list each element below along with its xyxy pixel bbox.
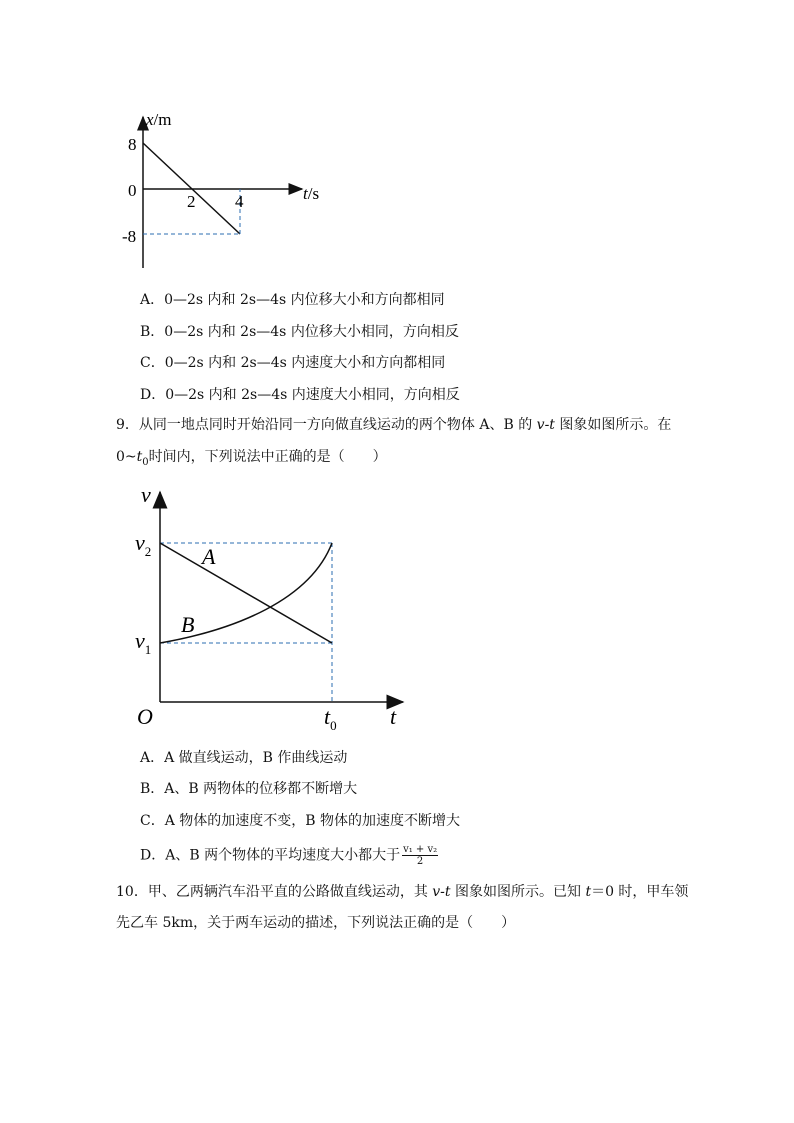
q9-option-c: C．A 物体的加速度不变，B 物体的加速度不断增大 xyxy=(140,813,461,829)
q8-option-c: C．0—2s 内和 2s—4s 内速度大小和方向都相同 xyxy=(140,355,446,371)
xt-tick-0: 0 xyxy=(128,181,137,200)
vt-v-label: v xyxy=(141,482,151,507)
q9-option-d: D．A、B 两个物体的平均速度大小都大于 $\frac{\text{v₁ + v₂}}{2}$ xyxy=(140,844,438,867)
vt-graph xyxy=(125,480,415,740)
vt-t0-label: $t_0$ xyxy=(324,704,337,733)
q9-option-b: B．A、B 两物体的位移都不断增大 xyxy=(140,781,358,797)
vt-origin-label: O xyxy=(137,704,153,729)
q9-option-a: A．A 做直线运动，B 作曲线运动 xyxy=(140,750,348,766)
xt-tick-2: 2 xyxy=(187,192,196,211)
vt-label-b: B xyxy=(181,612,195,637)
q8-option-b: B．0—2s 内和 2s—4s 内位移大小相同，方向相反 xyxy=(140,324,459,340)
fraction: $\frac{\text{v₁ + v₂}}{2}$ xyxy=(403,844,438,867)
vt-v2-label: $v_2$ xyxy=(135,530,152,559)
q10-stem-line2: 先乙车 5km，关于两车运动的描述，下列说法正确的是（ ） xyxy=(116,915,516,931)
xt-graph xyxy=(110,105,340,275)
q9-stem-line1: 9．从同一地点同时开始沿同一方向做直线运动的两个物体 A、B 的 v-t 图象如图所示。在 xyxy=(116,417,672,433)
xt-x-label: t/s xyxy=(303,184,320,203)
q8-option-a: A．0—2s 内和 2s—4s 内位移大小和方向都相同 xyxy=(140,292,445,308)
xt-y-label: x/m xyxy=(146,110,172,129)
q9-stem-line2: $0\sim t_0$时间内，下列说法中正确的是（ ） xyxy=(116,449,387,468)
xt-tick-4: 4 xyxy=(235,192,244,211)
q8-option-d: D．0—2s 内和 2s—4s 内速度大小相同，方向相反 xyxy=(140,387,460,403)
q10-stem-line1: 10．甲、乙两辆汽车沿平直的公路做直线运动，其 v-t 图象如图所示。已知 t＝0 时，甲车领 xyxy=(116,884,689,900)
vt-label-a: A xyxy=(202,544,216,569)
xt-tick-8: 8 xyxy=(128,135,137,154)
vt-v1-label: $v_1$ xyxy=(135,628,152,657)
vt-t-label: t xyxy=(390,704,397,729)
xt-tick-neg8: -8 xyxy=(122,227,137,246)
